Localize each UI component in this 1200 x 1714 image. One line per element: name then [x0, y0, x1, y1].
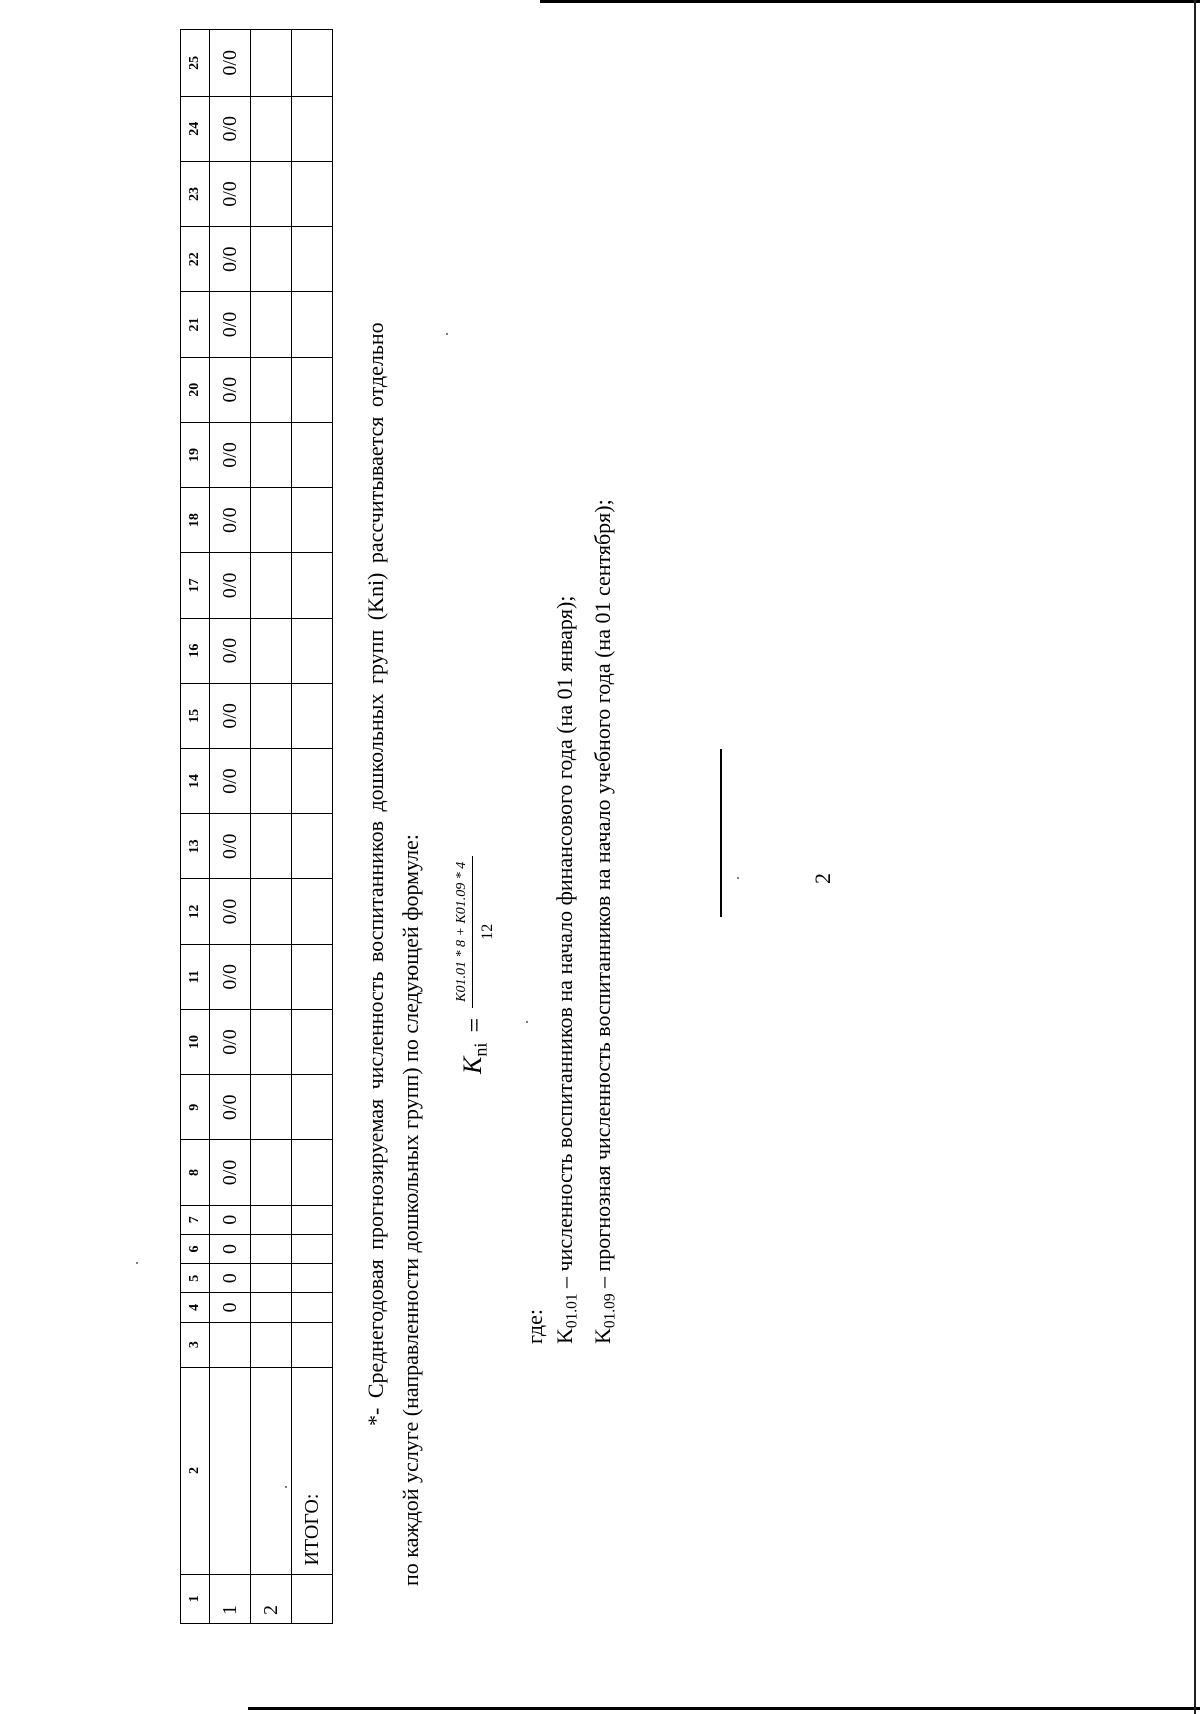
table-cell — [292, 161, 333, 226]
table-cell — [251, 96, 292, 161]
table-cell — [251, 1140, 292, 1205]
table-header-cell: 1 — [181, 1574, 210, 1623]
formula — [440, 856, 510, 1074]
table-header-cell: 14 — [181, 748, 210, 813]
table-header-cell: 7 — [181, 1205, 210, 1234]
table-cell — [292, 879, 333, 944]
table-cell — [251, 1205, 292, 1234]
table-cell: 0/0 — [210, 683, 251, 748]
table-cell — [292, 1140, 333, 1205]
table-header-cell: 11 — [181, 944, 210, 1009]
table-cell — [251, 683, 292, 748]
table-cell: 0/0 — [210, 814, 251, 879]
table-cell — [292, 422, 333, 487]
table-cell — [251, 292, 292, 357]
table-cell: 0 — [210, 1205, 251, 1234]
table-cell: 0/0 — [210, 357, 251, 422]
formula-fraction — [454, 856, 497, 1008]
table-cell: 0 — [210, 1234, 251, 1263]
footnote-line-2: по каждой услуге (направленности дошкольных групп) по следующей формуле: — [398, 834, 423, 1586]
table-cell — [251, 1367, 292, 1574]
table-cell — [292, 1205, 333, 1234]
table-header-cell: 8 — [181, 1140, 210, 1205]
table-cell — [292, 814, 333, 879]
table-header-cell: 22 — [181, 227, 210, 292]
table-cell: 0/0 — [210, 748, 251, 813]
formula-lhs-subscript: ni — [470, 1042, 491, 1057]
table-header-cell: 10 — [181, 1009, 210, 1074]
legend-k0109-text: – прогнозная численность воспитанников на начало учебного года (на 01 сентября); — [589, 499, 615, 1294]
table-cell — [292, 944, 333, 1009]
table-cell: 0 — [210, 1264, 251, 1293]
table-cell — [292, 748, 333, 813]
table-cell — [251, 357, 292, 422]
table-cell — [251, 1009, 292, 1074]
table-cell — [292, 1075, 333, 1140]
footnote — [358, 126, 428, 1586]
table-cell: 0/0 — [210, 1075, 251, 1140]
table-cell: 1 — [210, 1574, 251, 1623]
legend-k0109-subscript: 01.09 — [601, 1293, 619, 1329]
table-header-cell: 4 — [181, 1293, 210, 1322]
table-cell — [251, 618, 292, 683]
table-cell — [251, 1322, 292, 1367]
table-header-cell: 18 — [181, 488, 210, 553]
formula-denominator: 12 — [478, 923, 496, 940]
table-header-cell: 17 — [181, 553, 210, 618]
legend-where: где: — [522, 1309, 547, 1344]
table-cell: 0/0 — [210, 227, 251, 292]
table-cell — [292, 553, 333, 618]
table-cell: 0/0 — [210, 161, 251, 226]
table-cell — [292, 488, 333, 553]
table-header-row — [181, 30, 210, 1624]
table-row — [292, 30, 333, 1624]
legend-k0101-subscript: 01.01 — [563, 1293, 581, 1329]
table-cell — [292, 1574, 333, 1623]
table-header-cell: 15 — [181, 683, 210, 748]
table-cell: 0/0 — [210, 96, 251, 161]
table-cell: 0/0 — [210, 30, 251, 97]
table-cell — [251, 30, 292, 97]
table-cell: 0/0 — [210, 553, 251, 618]
table-header-cell: 24 — [181, 96, 210, 161]
table-header-cell: 5 — [181, 1264, 210, 1293]
table-cell: 0 — [210, 1293, 251, 1322]
table-cell — [251, 422, 292, 487]
table-cell — [251, 944, 292, 1009]
table-cell — [251, 1293, 292, 1322]
table-header-cell: 3 — [181, 1322, 210, 1367]
table-cell — [251, 161, 292, 226]
legend — [520, 499, 625, 1344]
table-cell — [251, 1264, 292, 1293]
table-cell — [210, 1367, 251, 1574]
table-cell — [251, 748, 292, 813]
table-cell — [210, 1322, 251, 1367]
table-cell: 0/0 — [210, 879, 251, 944]
formula-lhs-symbol: K — [458, 1056, 488, 1074]
closing-rule — [720, 749, 722, 917]
table-cell: 0/0 — [210, 292, 251, 357]
table-row — [210, 30, 251, 1624]
table-cell — [251, 1234, 292, 1263]
formula-equals: = — [460, 1017, 489, 1033]
table-header-cell: 2 — [181, 1367, 210, 1574]
table-header-cell: 21 — [181, 292, 210, 357]
table-cell — [292, 1234, 333, 1263]
table-cell — [292, 292, 333, 357]
table-header-cell: 16 — [181, 618, 210, 683]
table-cell — [292, 30, 333, 97]
table-cell — [251, 879, 292, 944]
table-cell: 0/0 — [210, 1140, 251, 1205]
footnote-line-1: *- Среднегодовая прогнозируемая численность воспитанников дошкольных групп (Kni) рассчитывается отдельно — [363, 322, 388, 1426]
legend-k0101-text: – численность воспитанников на начало финансового года (на 01 января); — [552, 595, 577, 1294]
table-cell: 0/0 — [210, 618, 251, 683]
table-cell — [292, 1009, 333, 1074]
table-cell — [251, 1075, 292, 1140]
table-header-cell: 13 — [181, 814, 210, 879]
table-cell — [251, 814, 292, 879]
table-cell: 0/0 — [210, 488, 251, 553]
table-header-cell: 23 — [181, 161, 210, 226]
table-header-cell: 19 — [181, 422, 210, 487]
table-header-cell: 20 — [181, 357, 210, 422]
table-cell: 2 — [251, 1574, 292, 1623]
table-cell — [292, 227, 333, 292]
legend-k0101-symbol: K — [552, 1328, 577, 1344]
table-cell: 0/0 — [210, 422, 251, 487]
table-cell — [292, 1264, 333, 1293]
legend-k0101 — [550, 499, 588, 1344]
table-header-cell: 12 — [181, 879, 210, 944]
table-header-cell: 9 — [181, 1075, 210, 1140]
data-table — [180, 29, 333, 1624]
table-cell — [292, 618, 333, 683]
legend-k0109-symbol: K — [589, 1328, 615, 1344]
table-cell: ИТОГО: — [292, 1367, 333, 1574]
table-cell — [292, 683, 333, 748]
table-cell — [251, 553, 292, 618]
table-row — [251, 30, 292, 1624]
table-header-cell: 6 — [181, 1234, 210, 1263]
table-header-cell: 25 — [181, 30, 210, 97]
formula-numerator: K01.01 * 8 + K01.09 * 4 — [454, 856, 473, 1008]
table-cell — [292, 1322, 333, 1367]
table-cell — [292, 96, 333, 161]
table-cell: 0/0 — [210, 1009, 251, 1074]
table-cell: 0/0 — [210, 944, 251, 1009]
table-cell — [292, 1293, 333, 1322]
page-number: 2 — [810, 873, 835, 884]
table-cell — [251, 488, 292, 553]
table-body — [181, 30, 333, 1624]
legend-k0109 — [588, 499, 626, 1344]
table-cell — [292, 357, 333, 422]
table-cell — [251, 227, 292, 292]
formula-lhs — [458, 1043, 491, 1075]
